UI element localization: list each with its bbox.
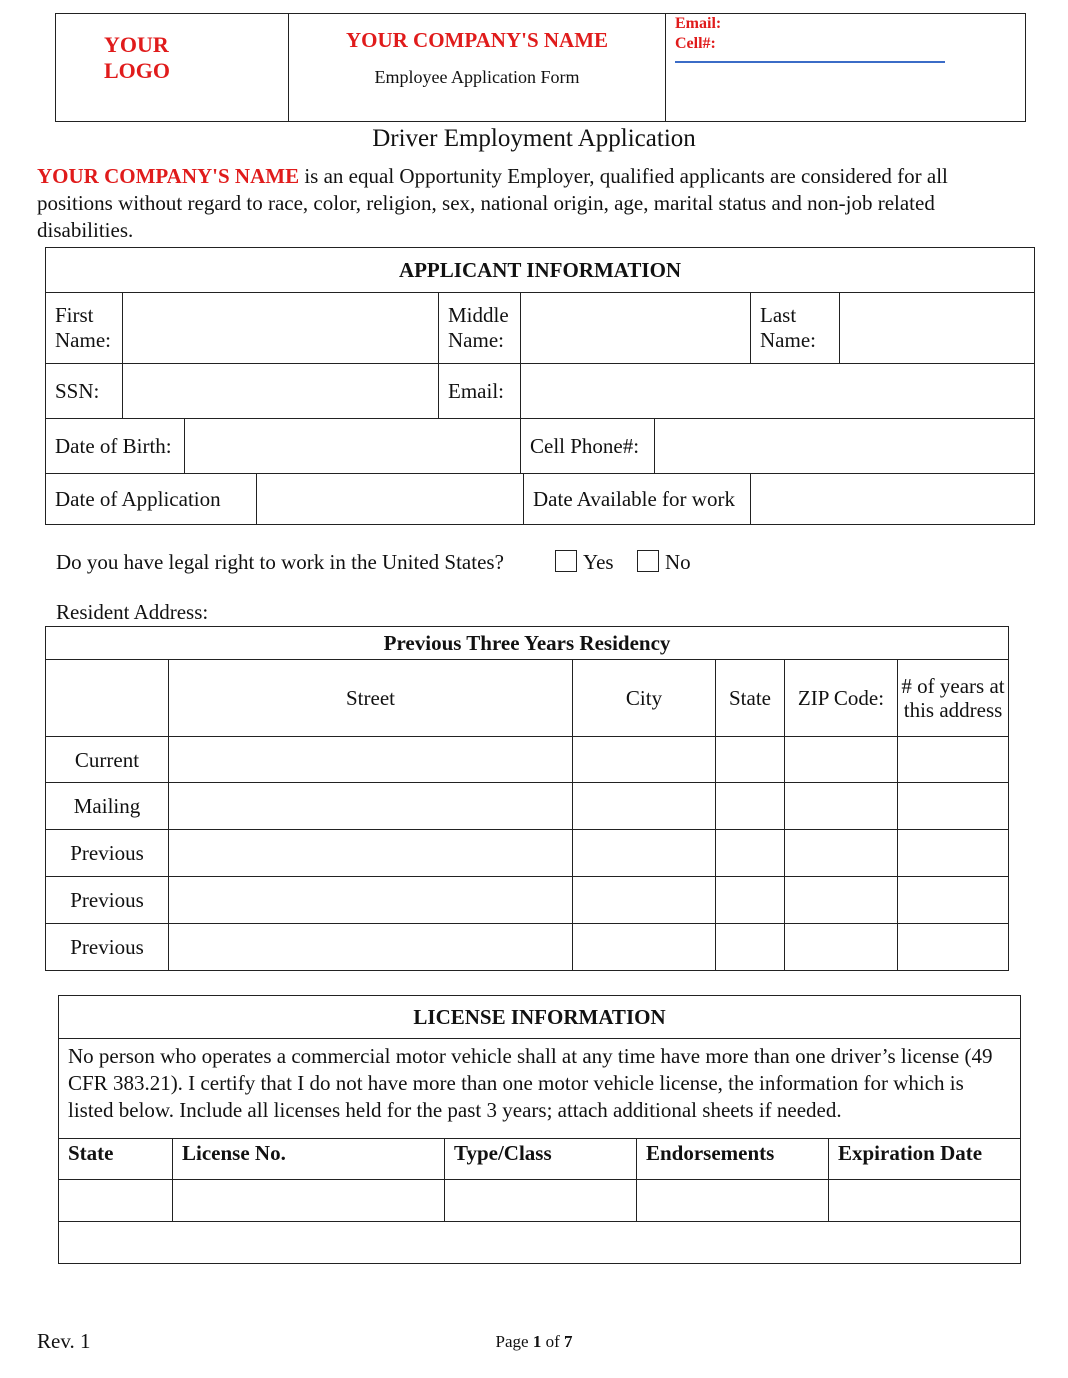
residency-corner xyxy=(46,660,169,737)
street-cell[interactable] xyxy=(169,783,573,830)
dob-field[interactable] xyxy=(185,419,521,474)
zip-cell[interactable] xyxy=(785,737,898,783)
table-row xyxy=(46,737,1009,783)
street-cell[interactable] xyxy=(169,877,573,924)
company-name: YOUR COMPANY'S NAME xyxy=(345,28,609,52)
no-label: No xyxy=(665,550,691,574)
no-checkbox[interactable] xyxy=(637,550,659,572)
middle-name-field[interactable] xyxy=(521,293,751,364)
state-cell[interactable] xyxy=(716,783,785,830)
legal-yes-option[interactable] xyxy=(555,550,614,575)
date-available-label: Date Available for work xyxy=(524,474,751,525)
applicant-heading: APPLICANT INFORMATION xyxy=(46,248,1035,293)
street-cell[interactable] xyxy=(169,737,573,783)
state-col-header: State xyxy=(716,660,785,737)
company-cell xyxy=(289,14,666,122)
license-expiration-header: Expiration Date xyxy=(829,1139,1021,1180)
row-label: Current xyxy=(46,737,169,783)
row-label: Previous xyxy=(46,924,169,971)
license-state-header: State xyxy=(59,1139,173,1180)
city-cell[interactable] xyxy=(573,830,716,877)
cell-phone-field[interactable] xyxy=(655,419,1035,474)
zip-cell[interactable] xyxy=(785,830,898,877)
dob-label: Date of Birth: xyxy=(46,419,185,474)
applicant-info-table xyxy=(45,247,1035,525)
contact-underline xyxy=(675,61,945,63)
state-cell[interactable] xyxy=(716,737,785,783)
license-endorsements-cell[interactable] xyxy=(637,1180,829,1222)
table-row xyxy=(59,1180,1021,1222)
cell-phone-label: Cell Phone#: xyxy=(521,419,655,474)
page-number: Page 1 of 7 xyxy=(495,1332,573,1351)
street-col-header: Street xyxy=(169,660,573,737)
yes-label: Yes xyxy=(583,550,614,574)
yes-checkbox[interactable] xyxy=(555,550,577,572)
state-cell[interactable] xyxy=(716,830,785,877)
email-label: Email: xyxy=(675,15,722,32)
cell-label: Cell#: xyxy=(675,35,716,52)
table-row xyxy=(46,877,1009,924)
state-cell[interactable] xyxy=(716,924,785,971)
email-label: Email: xyxy=(439,364,521,419)
years-col-header: # of years at this address xyxy=(898,660,1009,737)
date-available-field[interactable] xyxy=(751,474,1035,525)
license-info-table xyxy=(58,995,1021,1264)
row-label: Previous xyxy=(46,830,169,877)
city-cell[interactable] xyxy=(573,877,716,924)
residency-heading: Previous Three Years Residency xyxy=(46,627,1009,660)
last-name-field[interactable] xyxy=(840,293,1035,364)
row-label: Mailing xyxy=(46,783,169,830)
state-cell[interactable] xyxy=(716,877,785,924)
city-cell[interactable] xyxy=(573,737,716,783)
license-state-cell[interactable] xyxy=(59,1180,173,1222)
license-number-cell[interactable] xyxy=(173,1180,445,1222)
street-cell[interactable] xyxy=(169,830,573,877)
logo-cell xyxy=(56,14,289,122)
first-name-field[interactable] xyxy=(123,293,439,364)
email-field[interactable] xyxy=(521,364,1035,419)
zip-cell[interactable] xyxy=(785,783,898,830)
ssn-label: SSN: xyxy=(46,364,123,419)
residency-table xyxy=(45,626,1009,971)
license-extra-row[interactable] xyxy=(59,1222,1021,1264)
zip-col-header: ZIP Code: xyxy=(785,660,898,737)
city-col-header: City xyxy=(573,660,716,737)
license-note: No person who operates a commercial motor vehicle shall at any time have more than one driver’s license (49 CFR 383.21). I certify that I do not have more than one motor vehicle license, the information for which is listed below. Include all licenses held for the past 3 years; attach additional sheets if needed. xyxy=(59,1039,1021,1139)
intro-paragraph xyxy=(37,163,1027,244)
contact-cell xyxy=(666,14,1026,122)
zip-cell[interactable] xyxy=(785,924,898,971)
license-expiration-cell[interactable] xyxy=(829,1180,1021,1222)
revision-label: Rev. 1 xyxy=(37,1329,91,1353)
form-name: Employee Application Form xyxy=(374,67,580,87)
date-of-application-label: Date of Application xyxy=(46,474,257,525)
resident-address-label: Resident Address: xyxy=(56,600,209,624)
header-box xyxy=(55,13,1026,122)
license-type-cell[interactable] xyxy=(445,1180,637,1222)
contact-info xyxy=(666,14,1025,63)
table-row xyxy=(46,924,1009,971)
license-endorsements-header: Endorsements xyxy=(637,1139,829,1180)
intro-company: YOUR COMPANY'S NAME xyxy=(37,164,300,188)
last-name-label: Last Name: xyxy=(751,293,840,364)
license-type-header: Type/Class xyxy=(445,1139,637,1180)
license-heading: LICENSE INFORMATION xyxy=(59,996,1021,1039)
years-cell[interactable] xyxy=(898,830,1009,877)
street-cell[interactable] xyxy=(169,924,573,971)
logo-placeholder: YOUR LOGO xyxy=(104,32,171,83)
years-cell[interactable] xyxy=(898,924,1009,971)
legal-no-option[interactable] xyxy=(637,550,691,575)
years-cell[interactable] xyxy=(898,783,1009,830)
legal-work-question: Do you have legal right to work in the United States? xyxy=(56,550,504,574)
middle-name-label: Middle Name: xyxy=(439,293,521,364)
table-row xyxy=(46,783,1009,830)
date-of-application-field[interactable] xyxy=(257,474,524,525)
page-title: Driver Employment Application xyxy=(372,125,696,152)
row-label: Previous xyxy=(46,877,169,924)
table-row xyxy=(46,830,1009,877)
license-number-header: License No. xyxy=(173,1139,445,1180)
zip-cell[interactable] xyxy=(785,877,898,924)
city-cell[interactable] xyxy=(573,924,716,971)
intro-text: is an equal Opportunity Employer, qualified applicants are considered for all positions without regard to race, color, religion, sex, national origin, age, marital status and non-job related disabilities. xyxy=(37,164,948,242)
years-cell[interactable] xyxy=(898,877,1009,924)
ssn-field[interactable] xyxy=(123,364,439,419)
first-name-label: First Name: xyxy=(46,293,123,364)
years-cell[interactable] xyxy=(898,737,1009,783)
city-cell[interactable] xyxy=(573,783,716,830)
